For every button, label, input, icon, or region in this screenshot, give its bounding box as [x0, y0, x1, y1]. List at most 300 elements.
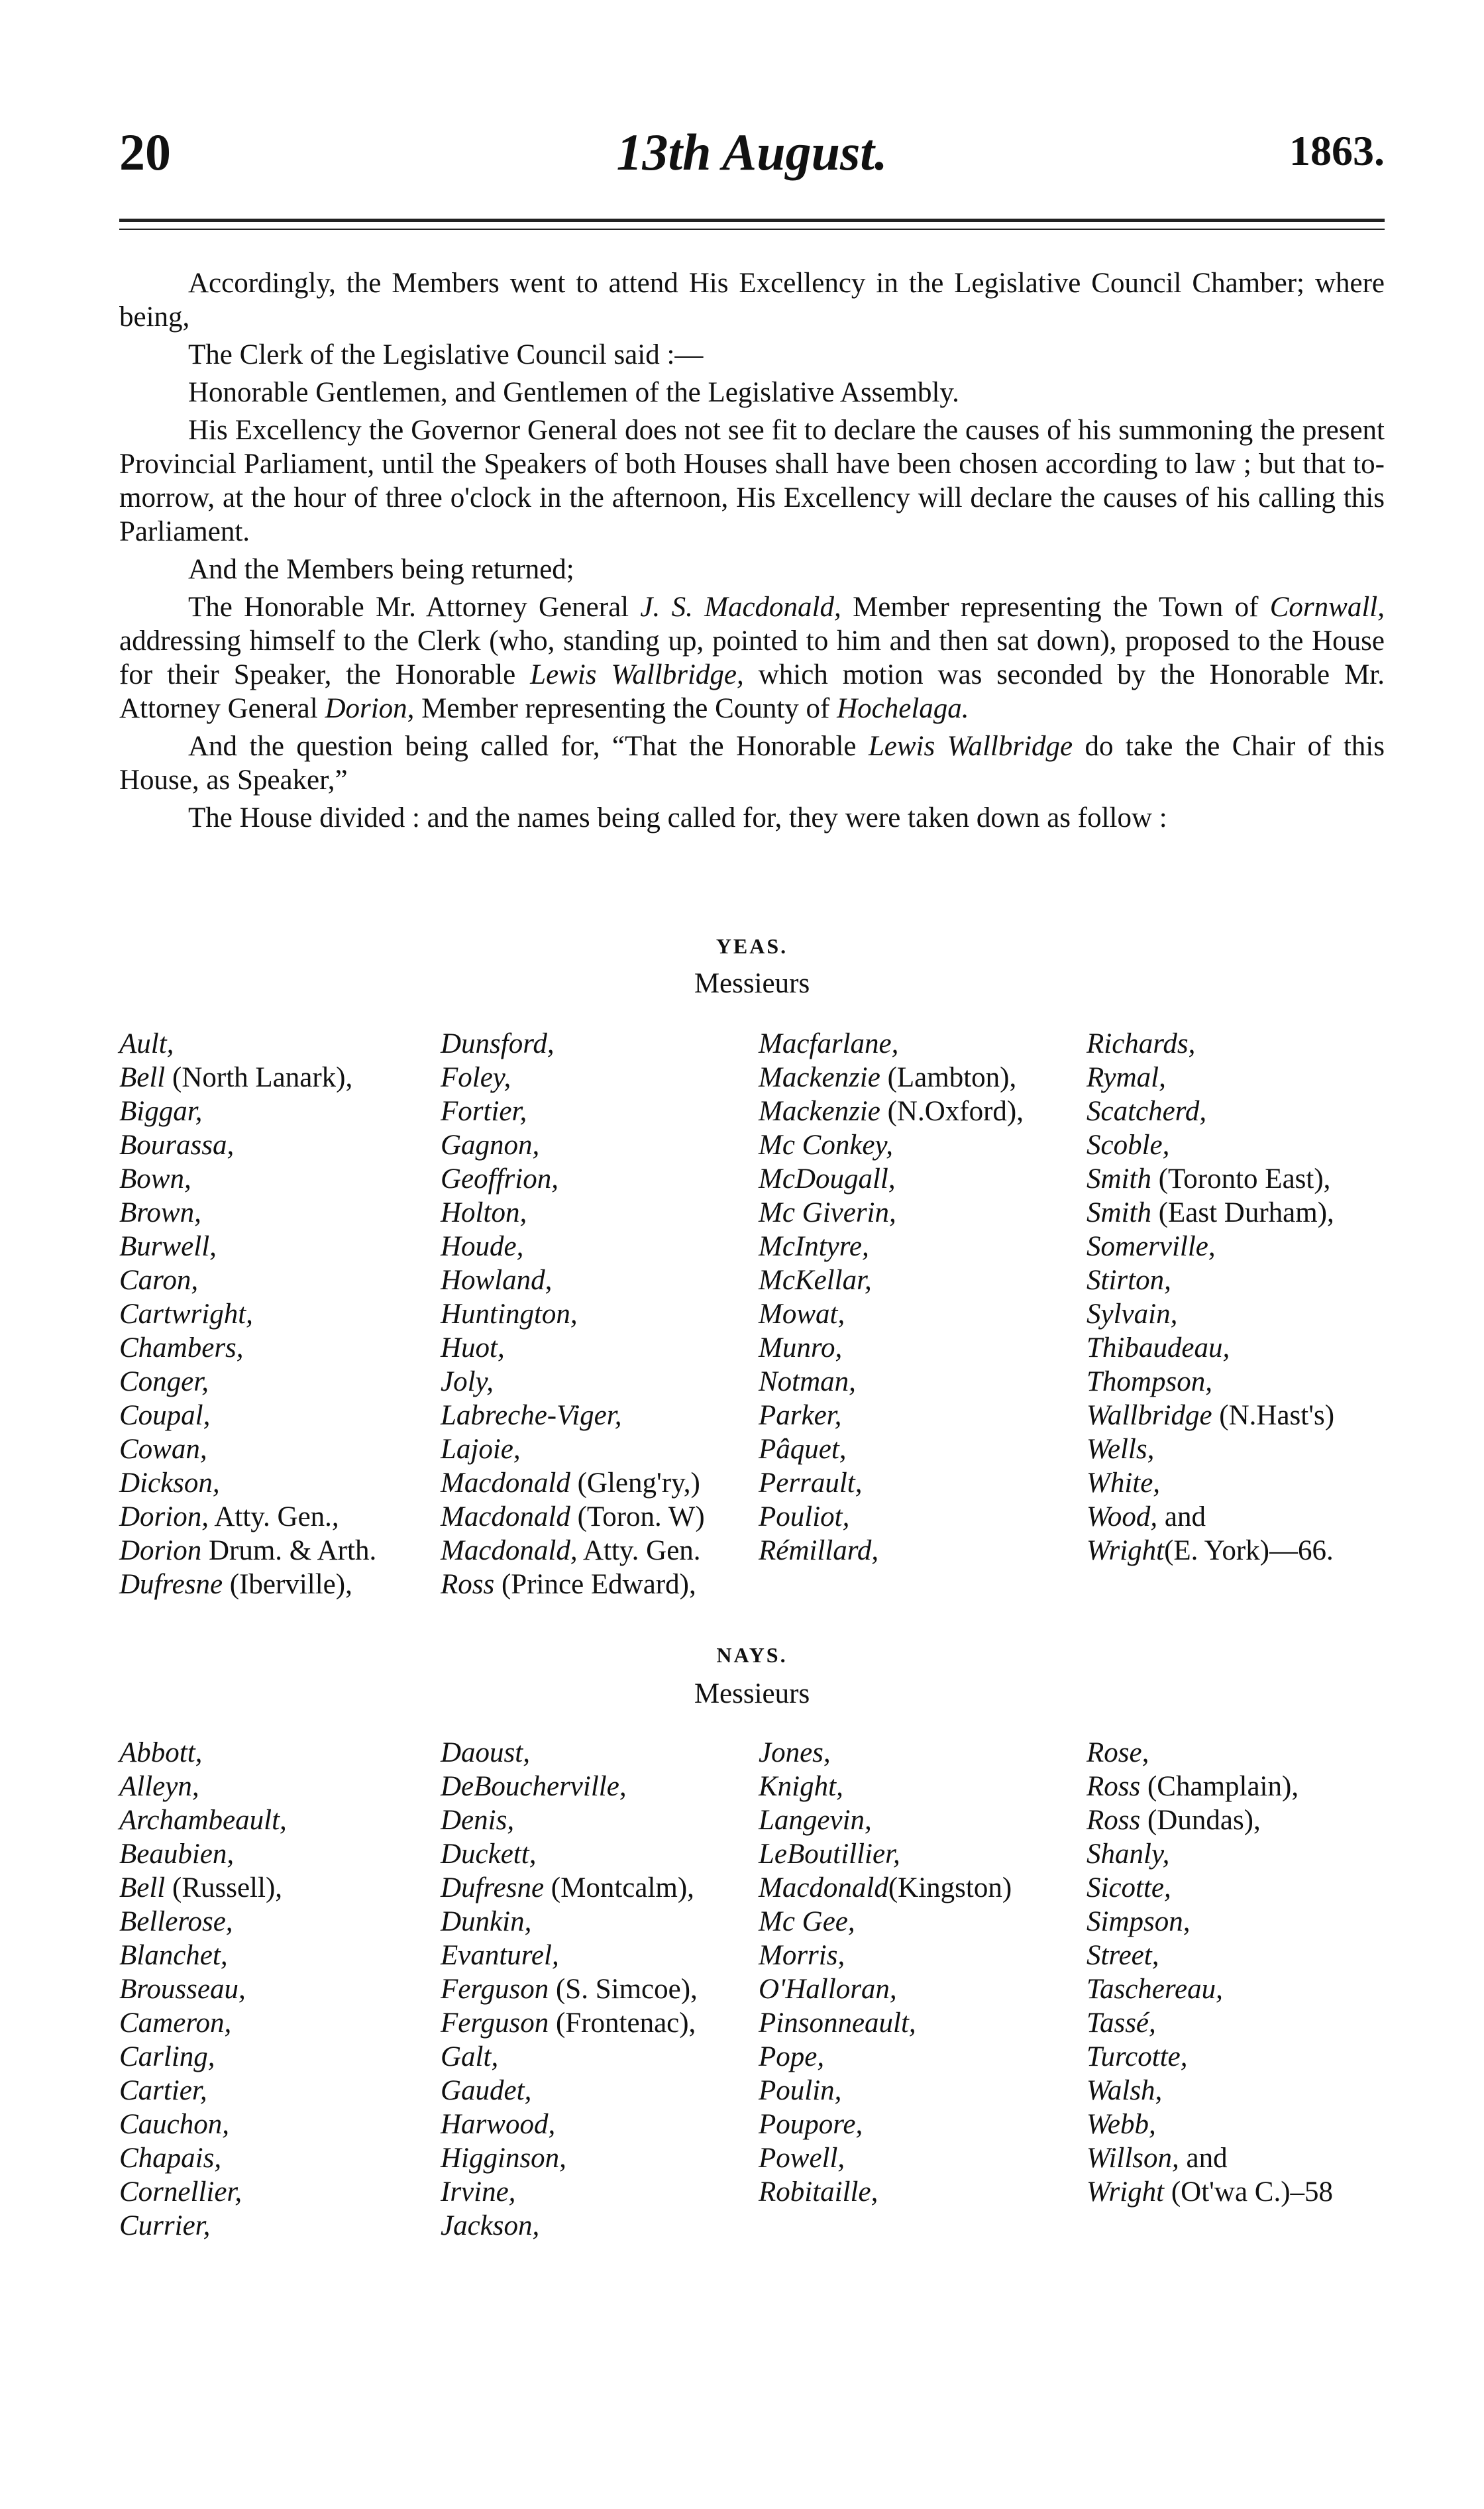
italic-name: Dufresne — [441, 1872, 545, 1903]
member-entry — [1086, 1094, 1334, 1128]
member-entry — [441, 1466, 705, 1500]
nays-list — [119, 1736, 1385, 2246]
member-entry — [441, 2108, 698, 2141]
member-entry — [759, 1534, 1024, 1568]
member-entry — [1086, 1837, 1333, 1871]
yeas-title: YEAS. — [716, 934, 788, 958]
member-entry — [759, 1094, 1024, 1128]
member-entry — [441, 1297, 705, 1331]
italic-name: McIntyre, — [759, 1231, 869, 1262]
text-run: (E. York)—66. — [1164, 1535, 1334, 1566]
text-run: (Toronto East), — [1151, 1163, 1331, 1195]
member-entry — [119, 1837, 287, 1871]
nays-column — [441, 1736, 698, 2243]
italic-name: Howland, — [441, 1265, 553, 1296]
text-run: The House divided : and the names being called for, they were taken down as follow : — [188, 802, 1167, 833]
text-run: (Dundas), — [1140, 1805, 1261, 1836]
member-entry — [759, 1871, 1012, 1905]
italic-name: Higginson, — [441, 2143, 566, 2174]
text-run: (Gleng'ry,) — [570, 1468, 700, 1499]
member-entry — [441, 1399, 705, 1432]
member-entry — [441, 1365, 705, 1399]
paragraph — [119, 413, 1385, 549]
member-entry — [119, 1432, 376, 1466]
italic-name: Simpson, — [1086, 1906, 1191, 1937]
header-rule-thin — [119, 229, 1385, 230]
member-entry — [1086, 1466, 1334, 1500]
italic-name: Robitaille, — [759, 2176, 878, 2208]
text-run: Atty. Gen. — [577, 1535, 701, 1566]
italic-name: Carling, — [119, 2041, 215, 2072]
yeas-column — [1086, 1027, 1334, 1568]
member-entry — [119, 1196, 376, 1230]
italic-name: Blanchet, — [119, 1940, 228, 1971]
member-entry — [119, 2209, 287, 2243]
text-run: Member representing the County of — [414, 693, 837, 724]
member-entry — [759, 1399, 1024, 1432]
member-entry — [441, 1534, 705, 1568]
member-entry — [759, 1365, 1024, 1399]
italic-name: Wells, — [1086, 1434, 1155, 1465]
italic-name: Cauchon, — [119, 2109, 230, 2140]
member-entry — [1086, 2040, 1333, 2074]
member-entry — [441, 1027, 705, 1061]
text-run: addressing himself to the Clerk (who, standing up, pointed to him and then sat down), proposed to the House for their Speaker, the Honorable — [119, 625, 1385, 690]
italic-name: Sylvain, — [1086, 1299, 1178, 1330]
italic-name: Turcotte, — [1086, 2041, 1188, 2072]
member-entry — [759, 1230, 1024, 1263]
yeas-column — [441, 1027, 705, 1601]
member-entry — [759, 1196, 1024, 1230]
member-entry — [759, 2108, 1012, 2141]
text-run: do take the Chair of this House, as Speaker,” — [119, 731, 1385, 796]
italic-name: Mackenzie — [759, 1062, 880, 1093]
italic-name: Pâquet, — [759, 1434, 847, 1465]
italic-name: Taschereau, — [1086, 1974, 1223, 2005]
member-entry — [759, 1803, 1012, 1837]
italic-name: Knight, — [759, 1771, 843, 1802]
italic-name: Cartwright, — [119, 1299, 253, 1330]
italic-name: Fortier, — [441, 1096, 527, 1127]
member-entry — [1086, 1162, 1334, 1196]
italic-name: Daoust, — [441, 1737, 530, 1768]
member-entry — [119, 1331, 376, 1365]
member-entry — [759, 1162, 1024, 1196]
italic-name: White, — [1086, 1468, 1161, 1499]
italic-name: Mackenzie — [759, 1096, 880, 1127]
italic-name: Dorion, — [119, 1501, 209, 1532]
member-entry — [759, 2040, 1012, 2074]
page-year: 1863. — [1289, 127, 1385, 174]
italic-name: McDougall, — [759, 1163, 896, 1195]
italic-name: Wallbridge — [1086, 1400, 1212, 1431]
italic-name: Cowan, — [119, 1434, 207, 1465]
yeas-column — [759, 1027, 1024, 1568]
member-entry — [441, 1736, 698, 1770]
member-entry — [441, 1905, 698, 1939]
paragraph — [119, 376, 1385, 409]
italic-name: Chapais, — [119, 2143, 222, 2174]
member-entry — [1086, 1736, 1333, 1770]
italic-name: Scoble, — [1086, 1130, 1170, 1161]
member-entry — [1086, 1871, 1333, 1905]
text-run: (Iberville), — [223, 1569, 352, 1600]
member-entry — [1086, 1263, 1334, 1297]
italic-name: Galt, — [441, 2041, 499, 2072]
italic-name: Caron, — [119, 1265, 199, 1296]
italic-name: Tassé, — [1086, 2007, 1156, 2039]
italic-name: Bell — [119, 1062, 166, 1093]
italic-name: Munro, — [759, 1332, 843, 1363]
member-entry — [119, 2006, 287, 2040]
italic-name: Langevin, — [759, 1805, 872, 1836]
italic-name: Poulin, — [759, 2075, 842, 2106]
member-entry — [441, 2006, 698, 2040]
member-entry — [1086, 1939, 1333, 1972]
member-entry — [441, 1061, 705, 1094]
member-entry — [441, 1230, 705, 1263]
member-entry — [119, 1534, 376, 1568]
member-entry — [1086, 1803, 1333, 1837]
italic-name: Pinsonneault, — [759, 2007, 916, 2039]
italic-name: Duckett, — [441, 1839, 537, 1870]
text-run: (N.Oxford), — [880, 1096, 1024, 1127]
text-run: (Lambton), — [880, 1062, 1017, 1093]
italic-name: Gaudet, — [441, 2075, 532, 2106]
member-entry — [441, 1094, 705, 1128]
italic-name: Chambers, — [119, 1332, 244, 1363]
nays-title: NAYS. — [716, 1643, 788, 1667]
member-entry — [1086, 2108, 1333, 2141]
italic-name: Abbott, — [119, 1737, 203, 1768]
member-entry — [119, 1162, 376, 1196]
text-run: (N.Hast's) — [1212, 1400, 1335, 1431]
italic-name: Morris, — [759, 1940, 845, 1971]
italic-name: Thompson, — [1086, 1366, 1212, 1397]
member-entry — [119, 1905, 287, 1939]
paragraph — [119, 553, 1385, 586]
paragraph — [119, 801, 1385, 835]
member-entry — [759, 1770, 1012, 1803]
italic-name: Holton, — [441, 1197, 527, 1228]
italic-name: Pouliot, — [759, 1501, 850, 1532]
italic-name: Smith — [1086, 1197, 1151, 1228]
italic-name: Parker, — [759, 1400, 842, 1431]
member-entry — [119, 1061, 376, 1094]
member-entry — [1086, 1534, 1334, 1568]
member-entry — [119, 1770, 287, 1803]
italic-name: Dorion — [119, 1535, 202, 1566]
member-entry — [441, 1568, 705, 1601]
member-entry — [119, 1500, 376, 1534]
text-run: (S. Simcoe), — [549, 1974, 698, 2005]
member-entry — [759, 1432, 1024, 1466]
page-header — [119, 123, 1385, 182]
member-entry — [759, 2141, 1012, 2175]
member-entry — [1086, 1331, 1334, 1365]
member-entry — [759, 1061, 1024, 1094]
text-run: (Frontenac), — [549, 2007, 696, 2039]
italic-name: Macdonald — [441, 1468, 570, 1499]
italic-name: Ferguson — [441, 2007, 549, 2039]
member-entry — [119, 1871, 287, 1905]
member-entry — [759, 1939, 1012, 1972]
member-entry — [1086, 1905, 1333, 1939]
nays-column — [119, 1736, 287, 2243]
member-entry — [441, 1263, 705, 1297]
italic-name: Lewis Wallbridge — [868, 731, 1073, 762]
italic-name: Rymal, — [1086, 1062, 1166, 1093]
member-entry — [441, 2209, 698, 2243]
header-rule-thick — [119, 219, 1385, 222]
member-entry — [1086, 1297, 1334, 1331]
italic-name: Webb, — [1086, 2109, 1156, 2140]
italic-name: Wood, — [1086, 1501, 1158, 1532]
member-entry — [441, 1972, 698, 2006]
member-entry — [119, 1263, 376, 1297]
italic-name: J. S. Macdonald, — [640, 592, 841, 623]
text-run: And the question being called for, “That the Honorable — [188, 731, 869, 762]
text-run: (North Lanark), — [165, 1062, 353, 1093]
member-entry — [759, 1466, 1024, 1500]
italic-name: Mc Conkey, — [759, 1130, 893, 1161]
italic-name: Wright — [1086, 2176, 1165, 2208]
member-entry — [759, 1263, 1024, 1297]
italic-name: Sicotte, — [1086, 1872, 1171, 1903]
text-run: Member representing the Town of — [841, 592, 1270, 623]
yeas-list — [119, 1027, 1385, 1603]
italic-name: Cartier, — [119, 2075, 207, 2106]
italic-name: Ault, — [119, 1028, 174, 1059]
italic-name: Shanly, — [1086, 1839, 1170, 1870]
member-entry — [759, 1972, 1012, 2006]
member-entry — [119, 1027, 376, 1061]
text-run: (Kingston) — [888, 1872, 1012, 1903]
italic-name: Jones, — [759, 1737, 831, 1768]
paragraph — [119, 266, 1385, 334]
member-entry — [1086, 1365, 1334, 1399]
member-entry — [441, 1803, 698, 1837]
member-entry — [119, 2141, 287, 2175]
italic-name: Beaubien, — [119, 1839, 235, 1870]
italic-name: Burwell, — [119, 1231, 217, 1262]
member-entry — [119, 1803, 287, 1837]
text-run: (Ot'wa C.)–58 — [1164, 2176, 1334, 2208]
proceedings-text — [119, 266, 1385, 835]
member-entry — [119, 1230, 376, 1263]
member-entry — [119, 1365, 376, 1399]
italic-name: Geoffrion, — [441, 1163, 558, 1195]
member-entry — [1086, 1128, 1334, 1162]
member-entry — [759, 2074, 1012, 2108]
italic-name: Ross — [441, 1569, 495, 1600]
member-entry — [1086, 1027, 1334, 1061]
member-entry — [119, 1466, 376, 1500]
italic-name: Mowat, — [759, 1299, 845, 1330]
text-run: (Russell), — [165, 1872, 283, 1903]
italic-name: Macdonald, — [441, 1535, 578, 1566]
member-entry — [759, 1905, 1012, 1939]
italic-name: Huntington, — [441, 1299, 578, 1330]
member-entry — [759, 2006, 1012, 2040]
member-entry — [441, 1196, 705, 1230]
member-entry — [441, 1871, 698, 1905]
italic-name: Dunkin, — [441, 1906, 532, 1937]
italic-name: Stirton, — [1086, 1265, 1171, 1296]
italic-name: Mc Giverin, — [759, 1197, 896, 1228]
member-entry — [441, 1432, 705, 1466]
italic-name: Rémillard, — [759, 1535, 879, 1566]
nays-subtitle: Messieurs — [694, 1678, 810, 1709]
italic-name: Biggar, — [119, 1096, 203, 1127]
italic-name: Coupal, — [119, 1400, 211, 1431]
italic-name: Macdonald — [759, 1872, 888, 1903]
member-entry — [119, 1297, 376, 1331]
italic-name: Wright — [1086, 1535, 1165, 1566]
member-entry — [441, 1770, 698, 1803]
italic-name: Cornellier, — [119, 2176, 242, 2208]
italic-name: Powell, — [759, 2143, 845, 2174]
italic-name: Thibaudeau, — [1086, 1332, 1230, 1363]
member-entry — [759, 1500, 1024, 1534]
italic-name: Evanturel, — [441, 1940, 559, 1971]
text-run: and — [1179, 2143, 1228, 2174]
text-run: (Montcalm), — [544, 1872, 694, 1903]
member-entry — [119, 1094, 376, 1128]
text-run: (Prince Edward), — [494, 1569, 696, 1600]
member-entry — [759, 1837, 1012, 1871]
italic-name: Perrault, — [759, 1468, 863, 1499]
italic-name: Richards, — [1086, 1028, 1196, 1059]
member-entry — [1086, 2074, 1333, 2108]
paragraph — [119, 729, 1385, 797]
italic-name: O'Halloran, — [759, 1974, 897, 2005]
member-entry — [441, 1331, 705, 1365]
italic-name: Currier, — [119, 2210, 211, 2241]
italic-name: Cornwall, — [1269, 592, 1385, 623]
member-entry — [119, 2074, 287, 2108]
member-entry — [119, 1939, 287, 1972]
text-run: which motion was seconded by the Honorable Mr. Attorney General — [119, 659, 1385, 724]
italic-name: McKellar, — [759, 1265, 872, 1296]
italic-name: Willson, — [1086, 2143, 1179, 2174]
member-entry — [441, 1162, 705, 1196]
member-entry — [441, 2040, 698, 2074]
italic-name: Labreche-Viger, — [441, 1400, 622, 1431]
italic-name: Ross — [1086, 1771, 1141, 1802]
member-entry — [1086, 1432, 1334, 1466]
member-entry — [1086, 1770, 1333, 1803]
member-entry — [119, 1736, 287, 1770]
page-title: 13th August. — [616, 123, 888, 181]
member-entry — [119, 1568, 376, 1601]
italic-name: Dickson, — [119, 1468, 220, 1499]
member-entry — [119, 2040, 287, 2074]
member-entry — [759, 1027, 1024, 1061]
member-entry — [1086, 2175, 1333, 2209]
italic-name: Street, — [1086, 1940, 1159, 1971]
italic-name: Houde, — [441, 1231, 524, 1262]
yeas-subtitle: Messieurs — [694, 968, 810, 999]
italic-name: Dunsford, — [441, 1028, 555, 1059]
italic-name: LeBoutillier, — [759, 1839, 900, 1870]
member-entry — [1086, 2141, 1333, 2175]
text-run: The Clerk of the Legislative Council said :— — [188, 339, 704, 370]
member-entry — [441, 1128, 705, 1162]
italic-name: Macfarlane, — [759, 1028, 899, 1059]
member-entry — [1086, 1500, 1334, 1534]
text-run: and — [1157, 1501, 1206, 1532]
italic-name: Denis, — [441, 1805, 515, 1836]
italic-name: Harwood, — [441, 2109, 556, 2140]
yeas-column — [119, 1027, 376, 1601]
italic-name: Scatcherd, — [1086, 1096, 1207, 1127]
member-entry — [441, 2175, 698, 2209]
italic-name: Somerville, — [1086, 1231, 1216, 1262]
nays-column — [759, 1736, 1012, 2209]
member-entry — [119, 2108, 287, 2141]
member-entry — [441, 2074, 698, 2108]
member-entry — [441, 1939, 698, 1972]
member-entry — [1086, 1230, 1334, 1263]
page-number: 20 — [119, 123, 171, 181]
italic-name: Huot, — [441, 1332, 505, 1363]
italic-name: Rose, — [1086, 1737, 1149, 1768]
text-run: (Champlain), — [1140, 1771, 1299, 1802]
italic-name: Jackson, — [441, 2210, 540, 2241]
member-entry — [1086, 1972, 1333, 2006]
italic-name: Bell — [119, 1872, 166, 1903]
italic-name: Bourassa, — [119, 1130, 235, 1161]
italic-name: Notman, — [759, 1366, 856, 1397]
member-entry — [441, 2141, 698, 2175]
member-entry — [119, 1972, 287, 2006]
member-entry — [441, 1837, 698, 1871]
italic-name: Brown, — [119, 1197, 201, 1228]
italic-name: Lajoie, — [441, 1434, 521, 1465]
member-entry — [441, 1500, 705, 1534]
text-run: Accordingly, the Members went to attend His Excellency in the Legislative Council Chamber; where being, — [119, 268, 1385, 333]
member-entry — [1086, 2006, 1333, 2040]
member-entry — [119, 1399, 376, 1432]
italic-name: Joly, — [441, 1366, 494, 1397]
italic-name: Pope, — [759, 2041, 825, 2072]
member-entry — [759, 1331, 1024, 1365]
text-run: (East Durham), — [1151, 1197, 1334, 1228]
italic-name: Bellerose, — [119, 1906, 233, 1937]
italic-name: Dorion, — [325, 693, 415, 724]
italic-name: Alleyn, — [119, 1771, 199, 1802]
text-run: The Honorable Mr. Attorney General — [188, 592, 641, 623]
italic-name: Walsh, — [1086, 2075, 1163, 2106]
member-entry — [759, 2175, 1012, 2209]
italic-name: Hochelaga. — [837, 693, 969, 724]
italic-name: Gagnon, — [441, 1130, 540, 1161]
italic-name: Poupore, — [759, 2109, 863, 2140]
text-run: Drum. & Arth. — [201, 1535, 377, 1566]
italic-name: Irvine, — [441, 2176, 516, 2208]
italic-name: Ferguson — [441, 1974, 549, 2005]
member-entry — [1086, 1399, 1334, 1432]
italic-name: Foley, — [441, 1062, 511, 1093]
text-run: His Excellency the Governor General does not see fit to declare the causes of his summoning the present Provincial Parliament, until the Speakers of both Houses shall have been chosen according to law ; but that to-morrow, at the hour of three o'clock in the afternoon, His Excellency will declare the causes of his calling this Parliament. — [119, 415, 1385, 547]
italic-name: DeBoucherville, — [441, 1771, 627, 1802]
member-entry — [1086, 1061, 1334, 1094]
text-run: (Toron. W) — [570, 1501, 705, 1532]
italic-name: Cameron, — [119, 2007, 232, 2039]
nays-column — [1086, 1736, 1333, 2209]
text-run: Honorable Gentlemen, and Gentlemen of the Legislative Assembly. — [188, 377, 959, 408]
